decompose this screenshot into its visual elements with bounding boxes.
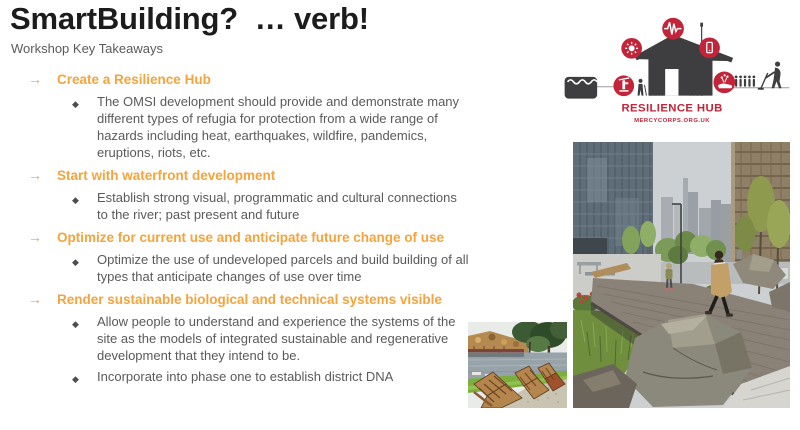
arrow-bullet-icon: → <box>28 71 42 87</box>
arrow-bullet-icon: → <box>28 291 42 307</box>
takeaway-item-text: Establish strong visual, programmatic and cultural connections to the river; past present and future <box>97 190 457 222</box>
takeaway-section <box>28 228 552 285</box>
takeaway-item <box>72 251 552 285</box>
takeaway-heading: Start with waterfront development <box>57 168 276 183</box>
takeaway-item <box>72 189 552 223</box>
hand-plant-icon <box>713 71 735 93</box>
logo-subtitle: MERCYCORPS.ORG.UK <box>634 118 711 125</box>
water-pump-icon <box>613 75 634 96</box>
arrow-bullet-icon: → <box>28 229 42 245</box>
takeaway-item <box>72 93 552 161</box>
logo-title: RESILIENCE HUB <box>621 102 723 115</box>
takeaway-section <box>28 70 552 161</box>
diamond-bullet-icon: ◆ <box>72 195 79 205</box>
diamond-bullet-icon: ◆ <box>72 99 79 109</box>
takeaway-heading: Render sustainable biological and technical systems visible <box>57 292 442 307</box>
takeaway-item-text: Allow people to understand and experience the systems of the site as the models of integrated sustainable and regenerative development that they intend to be. <box>97 314 456 363</box>
diamond-bullet-icon: ◆ <box>72 257 79 267</box>
sun-icon <box>621 38 642 59</box>
takeaway-item-text: The OMSI development should provide and demonstrate many different types of refugia for protection from a wide range of hazards including heat, earthquakes, wildfire, pandemics, eruptions, riots, etc. <box>97 94 460 160</box>
water-tank-icon <box>565 77 598 99</box>
takeaway-item-text: Optimize the use of undeveloped parcels and build building of all types that anticipate changes of use over time <box>97 252 469 284</box>
seismic-wave-icon <box>662 18 684 40</box>
resilience-hub-logo <box>557 2 797 140</box>
person-sweeping-icon <box>758 62 782 89</box>
mobile-phone-icon <box>699 37 720 58</box>
crowd-figures-icon <box>735 76 756 87</box>
riverfront-lounge-chairs-photo <box>468 322 567 408</box>
page-title: SmartBuilding? … verb! <box>10 1 369 36</box>
takeaway-heading: Create a Resilience Hub <box>57 72 211 87</box>
diamond-bullet-icon: ◆ <box>72 374 79 384</box>
page-subtitle: Workshop Key Takeaways <box>11 41 163 56</box>
takeaway-heading: Optimize for current use and anticipate future change of use <box>57 230 445 245</box>
door <box>665 69 678 96</box>
takeaway-item-text: Incorporate into phase one to establish district DNA <box>97 369 394 384</box>
takeaway-section <box>28 166 552 223</box>
diamond-bullet-icon: ◆ <box>72 319 79 329</box>
arrow-bullet-icon: → <box>28 167 42 183</box>
urban-park-boardwalk-photo <box>573 142 790 408</box>
